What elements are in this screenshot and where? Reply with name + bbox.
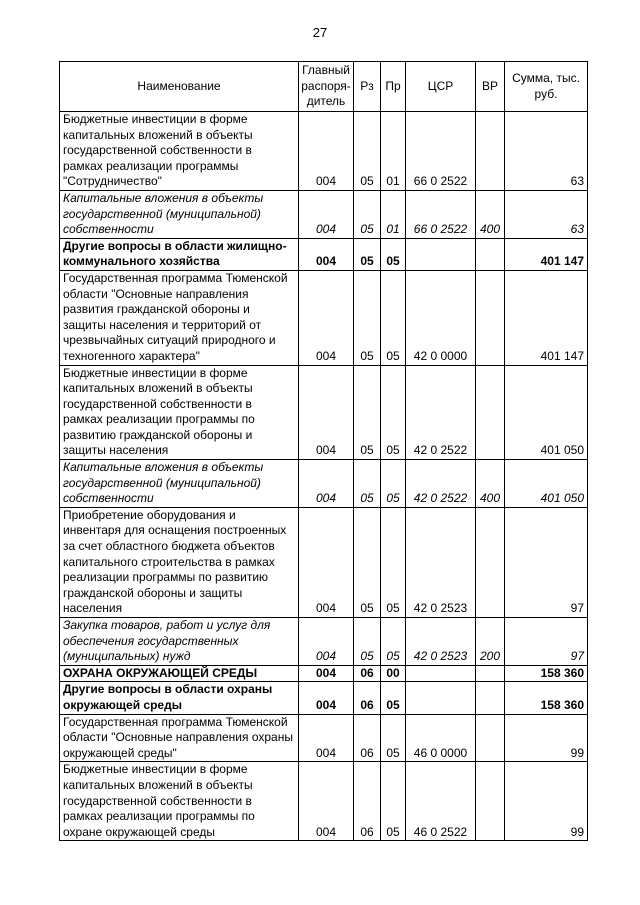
cell-manager: 004: [299, 112, 354, 191]
cell-manager: 004: [299, 238, 354, 270]
cell-sum: 63: [505, 190, 588, 238]
table-row: [60, 238, 588, 270]
cell-name: Приобретение оборудования и инвентаря для оснащения построенных за счет областного бюджета объектов капитального строительства в рамках реализации программы по развитию гражданской обороны и защиты населения: [60, 507, 299, 617]
cell-manager: 004: [299, 190, 354, 238]
cell-csr: 46 0 0000: [406, 714, 476, 762]
cell-name: Другие вопросы в области охраны окружающей среды: [60, 682, 299, 714]
cell-vr: [476, 507, 505, 617]
cell-sum: 99: [505, 714, 588, 762]
cell-name: Бюджетные инвестиции в форме капитальных вложений в объекты государственной собственности в рамках реализации программы по охране окружающей среды: [60, 762, 299, 841]
cell-pr: 00: [381, 665, 406, 682]
cell-csr: [406, 238, 476, 270]
header-sum: Сумма, тыс. руб.: [505, 62, 588, 112]
cell-vr: 200: [476, 618, 505, 666]
cell-manager: 004: [299, 762, 354, 841]
cell-vr: [476, 665, 505, 682]
table-row: [60, 665, 588, 682]
header-rz: Рз: [354, 62, 381, 112]
cell-name: Государственная программа Тюменской области "Основные направления развития гражданской обороны и защиты населения и территорий от чрезвычайных ситуаций природного и техногенного характера": [60, 270, 299, 365]
cell-rz: 05: [354, 112, 381, 191]
table-body: [60, 112, 588, 841]
header-vr: ВР: [476, 62, 505, 112]
cell-csr: 42 0 2523: [406, 618, 476, 666]
cell-csr: 66 0 2522: [406, 190, 476, 238]
cell-pr: 01: [381, 112, 406, 191]
cell-vr: 400: [476, 190, 505, 238]
cell-name: Государственная программа Тюменской области "Основные направления охраны окружающей среды": [60, 714, 299, 762]
cell-csr: 42 0 2522: [406, 365, 476, 460]
cell-rz: 05: [354, 238, 381, 270]
cell-pr: 05: [381, 365, 406, 460]
cell-name: Капитальные вложения в объекты государственной (муниципальной) собственности: [60, 460, 299, 508]
cell-vr: [476, 365, 505, 460]
cell-pr: 05: [381, 460, 406, 508]
cell-rz: 06: [354, 665, 381, 682]
cell-sum: 97: [505, 618, 588, 666]
cell-vr: 400: [476, 460, 505, 508]
cell-manager: 004: [299, 618, 354, 666]
cell-sum: 401 050: [505, 460, 588, 508]
cell-pr: 05: [381, 270, 406, 365]
header-pr: Пр: [381, 62, 406, 112]
cell-manager: 004: [299, 665, 354, 682]
cell-pr: 05: [381, 238, 406, 270]
cell-csr: 42 0 2522: [406, 460, 476, 508]
cell-csr: [406, 665, 476, 682]
cell-sum: 401 147: [505, 238, 588, 270]
cell-rz: 05: [354, 460, 381, 508]
cell-manager: 004: [299, 714, 354, 762]
cell-vr: [476, 762, 505, 841]
cell-name: Бюджетные инвестиции в форме капитальных вложений в объекты государственной собственности в рамках реализации программы "Сотрудничество": [60, 112, 299, 191]
table-row: [60, 365, 588, 460]
cell-pr: 05: [381, 682, 406, 714]
cell-name: Бюджетные инвестиции в форме капитальных вложений в объекты государственной собственности в рамках реализации программы по развитию гражданской обороны и защиты населения: [60, 365, 299, 460]
cell-csr: 42 0 0000: [406, 270, 476, 365]
cell-name: ОХРАНА ОКРУЖАЮЩЕЙ СРЕДЫ: [60, 665, 299, 682]
cell-name: Капитальные вложения в объекты государственной (муниципальной) собственности: [60, 190, 299, 238]
cell-manager: 004: [299, 460, 354, 508]
cell-csr: 42 0 2523: [406, 507, 476, 617]
cell-rz: 05: [354, 190, 381, 238]
cell-vr: [476, 270, 505, 365]
cell-sum: 401 050: [505, 365, 588, 460]
cell-sum: 401 147: [505, 270, 588, 365]
table-row: [60, 682, 588, 714]
cell-csr: 46 0 2522: [406, 762, 476, 841]
cell-name: Закупка товаров, работ и услуг для обеспечения государственных (муниципальных) нужд: [60, 618, 299, 666]
table-row: [60, 460, 588, 508]
table-row: [60, 762, 588, 841]
cell-vr: [476, 238, 505, 270]
cell-rz: 05: [354, 365, 381, 460]
table-row: [60, 618, 588, 666]
cell-manager: 004: [299, 365, 354, 460]
cell-pr: 01: [381, 190, 406, 238]
cell-csr: [406, 682, 476, 714]
header-csr: ЦСР: [406, 62, 476, 112]
cell-vr: [476, 682, 505, 714]
cell-name: Другие вопросы в области жилищно-коммунального хозяйства: [60, 238, 299, 270]
page-number: 27: [312, 25, 328, 40]
table-row: [60, 190, 588, 238]
header-name: Наименование: [60, 62, 299, 112]
cell-rz: 06: [354, 762, 381, 841]
cell-vr: [476, 112, 505, 191]
table-row: [60, 112, 588, 191]
cell-sum: 97: [505, 507, 588, 617]
cell-pr: 05: [381, 618, 406, 666]
cell-rz: 05: [354, 270, 381, 365]
cell-csr: 66 0 2522: [406, 112, 476, 191]
cell-manager: 004: [299, 270, 354, 365]
table-row: [60, 714, 588, 762]
cell-sum: 99: [505, 762, 588, 841]
cell-rz: 06: [354, 714, 381, 762]
cell-vr: [476, 714, 505, 762]
cell-pr: 05: [381, 762, 406, 841]
table-row: [60, 270, 588, 365]
cell-manager: 004: [299, 682, 354, 714]
cell-sum: 63: [505, 112, 588, 191]
cell-rz: 06: [354, 682, 381, 714]
cell-rz: 05: [354, 507, 381, 617]
cell-rz: 05: [354, 618, 381, 666]
cell-sum: 158 360: [505, 665, 588, 682]
cell-sum: 158 360: [505, 682, 588, 714]
budget-table: [59, 61, 588, 841]
cell-pr: 05: [381, 507, 406, 617]
cell-pr: 05: [381, 714, 406, 762]
table-header-row: [60, 62, 588, 112]
cell-manager: 004: [299, 507, 354, 617]
header-manager: Главный распоря-дитель: [299, 62, 354, 112]
table-row: [60, 507, 588, 617]
